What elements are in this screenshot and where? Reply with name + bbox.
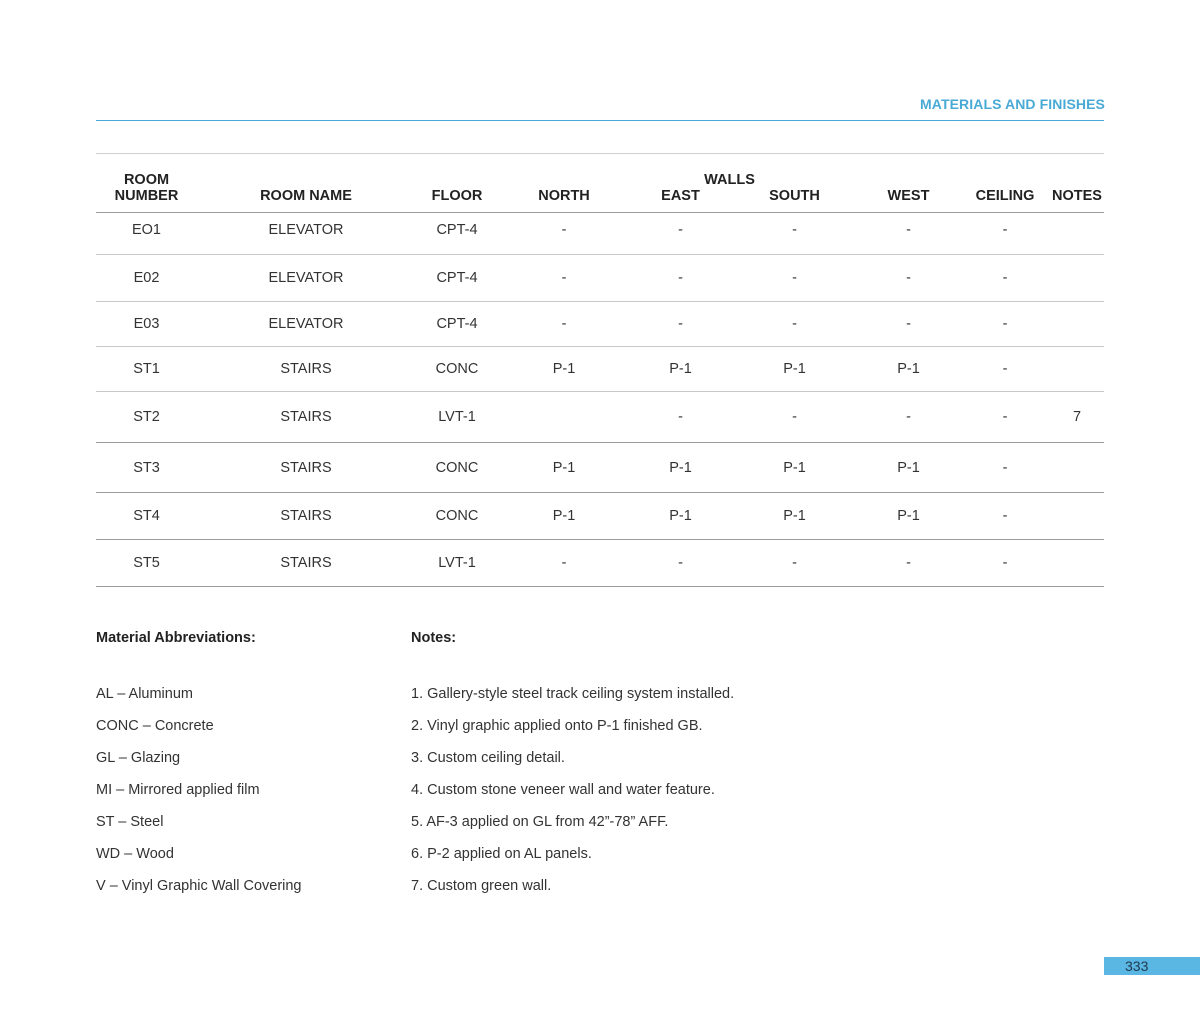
header-west: WEST [857,188,960,213]
cell-east: - [629,540,732,587]
title-divider [96,120,1104,121]
cell-ceiling: - [960,255,1050,302]
abbreviation-item: GL – Glazing [96,750,181,766]
cell-north: - [499,213,629,255]
cell-south: - [732,540,857,587]
cell-number: E02 [96,255,197,302]
header-room-name: ROOM NAME [197,188,415,213]
cell-number: ST3 [96,443,197,493]
cell-ceiling: - [960,347,1050,392]
cell-south: P-1 [732,443,857,493]
cell-notes [1050,302,1104,347]
header-notes: NOTES [1050,188,1104,213]
cell-south: P-1 [732,493,857,540]
cell-floor: CPT-4 [415,255,499,302]
cell-south: P-1 [732,347,857,392]
cell-number: ST5 [96,540,197,587]
cell-number: ST1 [96,347,197,392]
cell-notes [1050,443,1104,493]
cell-ceiling: - [960,392,1050,443]
cell-number: EO1 [96,213,197,255]
header-floor: FLOOR [415,188,499,213]
room-finish-table [96,153,1104,587]
cell-east: - [629,302,732,347]
header-walls: WALLS [499,154,960,189]
table-row [96,493,1104,540]
header-ceiling: CEILING [960,188,1050,213]
note-item: 4. Custom stone veneer wall and water feature. [411,782,715,798]
cell-east: P-1 [629,493,732,540]
cell-floor: CPT-4 [415,302,499,347]
cell-number: ST2 [96,392,197,443]
cell-north: P-1 [499,443,629,493]
abbreviation-item: CONC – Concrete [96,718,214,734]
note-item: 1. Gallery-style steel track ceiling system installed. [411,686,735,702]
cell-notes [1050,255,1104,302]
cell-floor: LVT-1 [415,392,499,443]
cell-floor: LVT-1 [415,540,499,587]
table-header-row [96,188,1104,213]
cell-room-name: ELEVATOR [197,255,415,302]
cell-notes: 7 [1050,392,1104,443]
cell-east: P-1 [629,443,732,493]
abbreviations-list [96,684,302,908]
cell-notes [1050,213,1104,255]
cell-west: - [857,255,960,302]
header-room: ROOM [96,154,197,189]
table-row [96,302,1104,347]
header-north: NORTH [499,188,629,213]
cell-west: P-1 [857,347,960,392]
cell-ceiling: - [960,213,1050,255]
cell-floor: CONC [415,443,499,493]
note-item: 6. P-2 applied on AL panels. [411,846,592,862]
cell-west: P-1 [857,493,960,540]
abbreviation-item: MI – Mirrored applied film [96,782,260,798]
note-item: 3. Custom ceiling detail. [411,750,565,766]
table-row [96,213,1104,255]
cell-ceiling: - [960,443,1050,493]
table-header-row-top [96,154,1104,189]
cell-room-name: STAIRS [197,443,415,493]
cell-west: P-1 [857,443,960,493]
cell-east: - [629,255,732,302]
cell-south: - [732,302,857,347]
cell-room-name: STAIRS [197,493,415,540]
cell-room-name: ELEVATOR [197,302,415,347]
header-east: EAST [629,188,732,213]
cell-west: - [857,302,960,347]
cell-notes [1050,540,1104,587]
page-number: 333 [1125,958,1149,974]
cell-ceiling: - [960,493,1050,540]
table-row [96,347,1104,392]
cell-south: - [732,392,857,443]
abbreviation-item: WD – Wood [96,846,174,862]
cell-west: - [857,540,960,587]
cell-floor: CPT-4 [415,213,499,255]
cell-room-name: STAIRS [197,540,415,587]
section-title: MATERIALS AND FINISHES [920,96,1105,112]
cell-south: - [732,213,857,255]
cell-room-name: STAIRS [197,392,415,443]
cell-west: - [857,392,960,443]
page-number-tab [1104,957,1200,975]
abbreviation-item: ST – Steel [96,814,164,830]
table-row [96,255,1104,302]
cell-north: - [499,302,629,347]
cell-north: - [499,255,629,302]
table-body [96,213,1104,587]
table-row [96,392,1104,443]
cell-ceiling: - [960,540,1050,587]
cell-ceiling: - [960,302,1050,347]
cell-north: P-1 [499,493,629,540]
abbreviation-item: AL – Aluminum [96,686,193,702]
cell-floor: CONC [415,347,499,392]
notes-list [411,684,734,908]
cell-north: - [499,540,629,587]
cell-west: - [857,213,960,255]
notes-title: Notes: [411,630,457,646]
cell-east: - [629,213,732,255]
cell-number: E03 [96,302,197,347]
cell-room-name: ELEVATOR [197,213,415,255]
cell-north: P-1 [499,347,629,392]
note-item: 7. Custom green wall. [411,878,552,894]
table-row [96,443,1104,493]
cell-notes [1050,493,1104,540]
cell-east: P-1 [629,347,732,392]
abbreviation-item: V – Vinyl Graphic Wall Covering [96,878,302,894]
note-item: 2. Vinyl graphic applied onto P-1 finished GB. [411,718,703,734]
abbreviations-title: Material Abbreviations: [96,630,256,646]
cell-east: - [629,392,732,443]
note-item: 5. AF-3 applied on GL from 42”-78” AFF. [411,814,669,830]
cell-floor: CONC [415,493,499,540]
cell-number: ST4 [96,493,197,540]
cell-south: - [732,255,857,302]
cell-notes [1050,347,1104,392]
cell-north [499,392,629,443]
cell-room-name: STAIRS [197,347,415,392]
header-number: NUMBER [96,188,197,213]
header-south: SOUTH [732,188,857,213]
table-row [96,540,1104,587]
